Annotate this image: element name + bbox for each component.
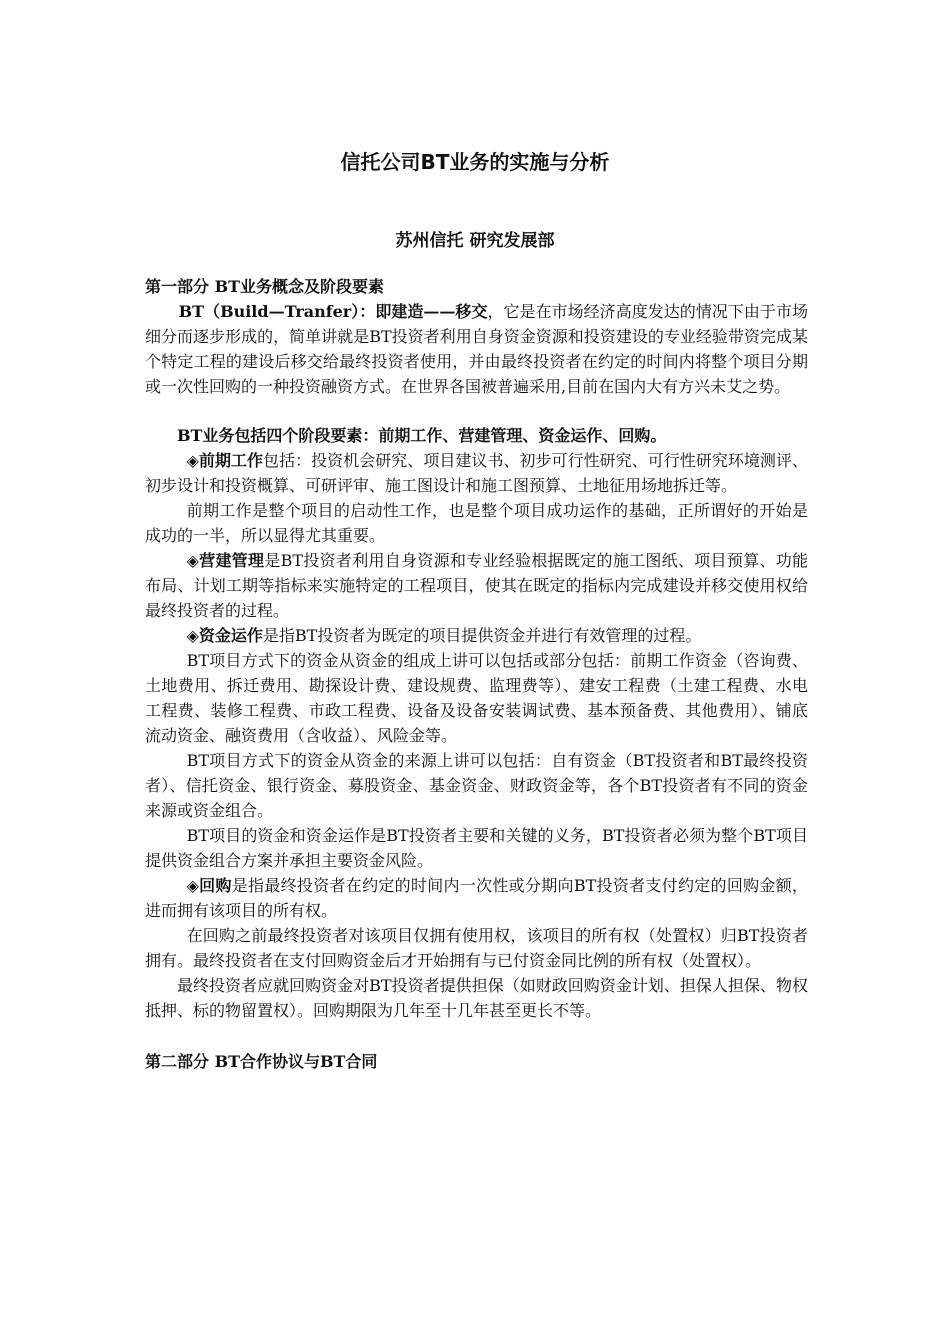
buyback-term: ◈回购 (186, 876, 232, 895)
build-management-term: ◈营建管理 (186, 551, 265, 570)
fund-operation-term: ◈资金运作 (186, 626, 263, 645)
stages-heading: BT业务包括四个阶段要素：前期工作、营建管理、资金运作、回购。 (177, 426, 667, 445)
buyback-paragraph (145, 873, 808, 923)
pre-work-text: 包括：投资机会研究、项目建议书、初步可行性研究、可行性研究环境测评、初步设计和投资概算、可研评审、施工图设计和施工图预算、土地征用场地拆迁等。 (145, 451, 808, 495)
pre-work-term: ◈前期工作 (186, 451, 264, 470)
bt-definition-term: BT（Build—Tranfer）：即建造——移交 (178, 302, 488, 321)
part2-heading: 第二部分 BT合作协议与BT合同 (145, 1052, 378, 1071)
fund-source-paragraph: BT项目方式下的资金从资金的来源上讲可以包括：自有资金（BT投资者和BT最终投资者）、信托资金、银行资金、募股资金、基金资金、财政资金等，各个BT投资者有不同的资金来源或资金组合。 (145, 751, 808, 820)
buyback-ownership-paragraph: 在回购之前最终投资者对该项目仅拥有使用权，该项目的所有权（处置权）归BT投资者拥有。最终投资者在支付回购资金后才开始拥有与已付资金同比例的所有权（处置权）。 (145, 926, 808, 970)
fund-operation-text: 是指BT投资者为既定的项目提供资金并进行有效管理的过程。 (262, 626, 702, 645)
build-management-text: 是BT投资者利用自身资源和专业经验根据既定的施工图纸、项目预算、功能布局、计划工期等指标来实施特定的工程项目，使其在既定的指标内完成建设并移交使用权给最终投资者的过程。 (145, 551, 808, 620)
fund-duty-paragraph: BT项目的资金和资金运作是BT投资者主要和关键的义务，BT投资者必须为整个BT项目提供资金组合方案并承担主要资金风险。 (145, 826, 808, 870)
document-title: 信托公司BT业务的实施与分析 (340, 150, 610, 174)
build-management-paragraph (145, 548, 808, 623)
spacer (145, 1023, 808, 1049)
spacer (145, 399, 808, 423)
document-body (145, 274, 808, 1074)
bt-definition-paragraph (145, 299, 808, 399)
document-author: 苏州信托 研究发展部 (395, 231, 555, 251)
fund-operation-paragraph (145, 623, 808, 648)
pre-work-note: 前期工作是整个项目的启动性工作，也是整个项目成功运作的基础，正所谓好的开始是成功的一半，所以显得尤其重要。 (145, 501, 808, 545)
buyback-guarantee-paragraph: 最终投资者应就回购资金对BT投资者提供担保（如财政回购资金计划、担保人担保、物权抵押、标的物留置权）。回购期限为几年至十几年甚至更长不等。 (145, 976, 808, 1020)
buyback-text: 是指最终投资者在约定的时间内一次性或分期向BT投资者支付约定的回购金额，进而拥有该项目的所有权。 (145, 876, 808, 920)
fund-composition-paragraph: BT项目方式下的资金从资金的组成上讲可以包括或部分包括：前期工作资金（咨询费、土地费用、拆迁费用、勘探设计费、建设规费、监理费等）、建安工程费（土建工程费、水电工程费、装修工程费、市政工程费、设备及设备安装调试费、基本预备费、其他费用）、铺底流动资金、融资费用（含收益）、风险金等。 (145, 651, 808, 745)
part1-heading: 第一部分 BT业务概念及阶段要素 (145, 277, 385, 296)
pre-work-paragraph (145, 448, 808, 498)
bt-definition-text: ，它是在市场经济高度发达的情况下由于市场细分而逐步形成的，简单讲就是BT投资者利用自身资金资源和投资建设的专业经验带资完成某个特定工程的建设后移交给最终投资者使用，并由最终投资者在约定的时间内将整个项目分期或一次性回购的一种投资融资方式。在世界各国被普遍采用,目前在国内大有方兴未艾之势。 (145, 302, 808, 396)
